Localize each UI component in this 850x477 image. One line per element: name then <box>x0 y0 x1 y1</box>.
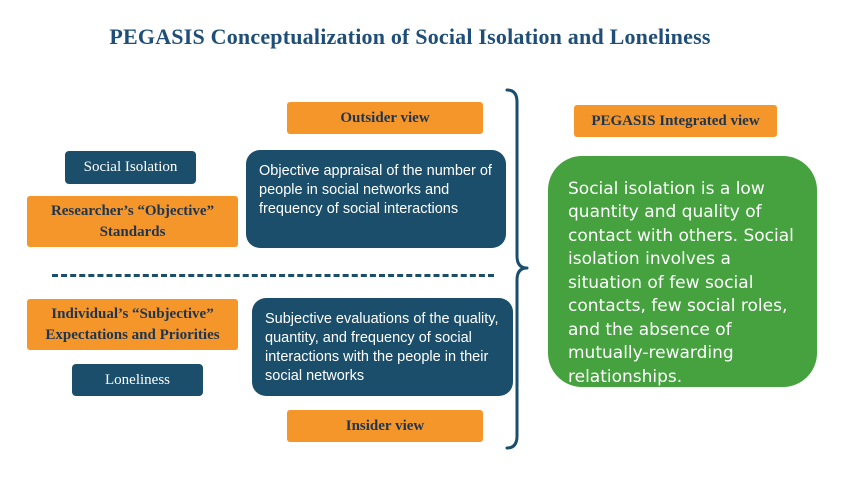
objective-appraisal-box: Objective appraisal of the number of people in social networks and frequency of social interactions <box>246 150 506 248</box>
social-isolation-definition-box: Social isolation is a low quantity and quality of contact with others. Social isolation involves a situation of few social contacts, few social roles, and the absence of mutually-rewarding relationships. <box>548 156 817 387</box>
subjective-expectations-box: Individual’s “Subjective” Expectations and Priorities <box>27 299 238 350</box>
integrated-view-label: PEGASIS Integrated view <box>574 105 777 137</box>
loneliness-label: Loneliness <box>72 364 203 396</box>
curly-brace-icon <box>505 88 535 452</box>
diagram-title: PEGASIS Conceptualization of Social Isolation and Loneliness <box>109 24 711 49</box>
objective-standards-box: Researcher’s “Objective” Standards <box>27 196 238 247</box>
social-isolation-label: Social Isolation <box>65 151 196 184</box>
subjective-evaluations-box: Subjective evaluations of the quality, quantity, and frequency of social interactions with the people in their social networks <box>252 298 513 396</box>
outsider-view-label: Outsider view <box>287 102 483 134</box>
dashed-divider <box>52 274 494 277</box>
insider-view-label: Insider view <box>287 410 483 442</box>
